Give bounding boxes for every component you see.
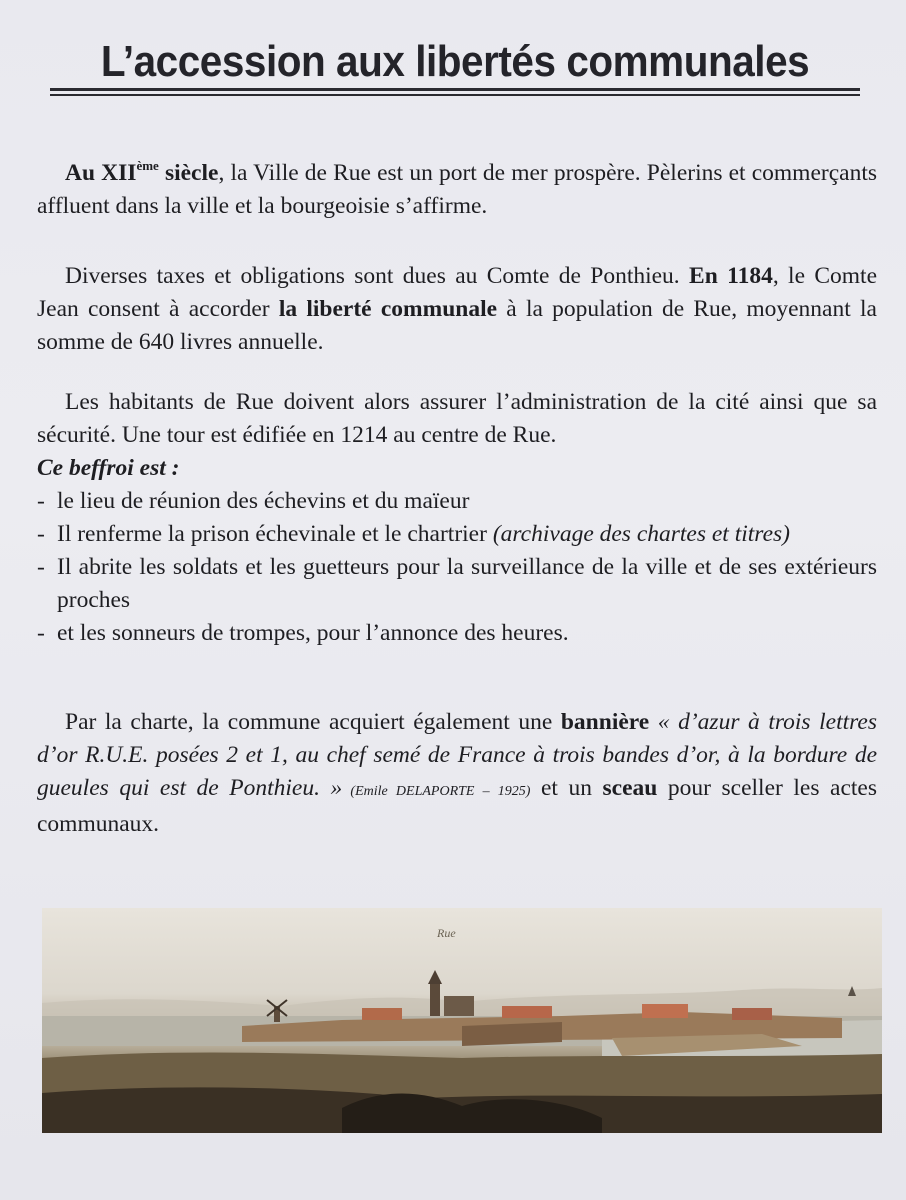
p1-century: Au XIIème siècle [65,158,219,186]
citation: (Emile DELAPORTE – 1925) [342,784,531,799]
sceau: sceau [602,775,658,801]
banniere: bannière [560,709,650,735]
liberte-communale: la liberté communale [278,296,498,322]
paragraph-1: Au XIIème siècle, la Ville de Rue est un port de mer prospère. Pèlerins et commerçants affluent dans la ville et la bourgeoisie s’affirme. [37,158,877,219]
title-block [50,36,860,96]
paragraph-4: Par la charte, la commune acquiert également une bannière « d’azur à trois lettres d’or R.U.E. posées 2 et 1, au chef semé de France à trois bandes d’or, à la bordure de gueules qui est de Ponthieu. » (Emile DELAPORTE – 1925) et un sceau pour sceller les actes communaux. [37,709,877,837]
beffroi-list [37,485,877,650]
list-item: - et les sonneurs de trompes, pour l’annonce des heures. [37,620,569,646]
paragraph-3: Les habitants de Rue doivent alors assurer l’administration de la cité ainsi que sa sécurité. Une tour est édifiée en 1214 au centre de Rue. Ce beffroi est : - le lieu de réunion des échevins et du maïeur - Il renferme la prison échevinale et le chartrier (archivage des chartes et titres) - Il abrite les soldats et les guetteurs pour la surveillance de la ville et de ses extérieurs proches - et les sonneurs de trompes, pour l’annonce des heures. [37,386,877,650]
paragraph-2: Diverses taxes et obligations sont dues au Comte de Ponthieu. En 1184, le Comte Jean consent à accorder la liberté communale à la population de Rue, moyennant la somme de 640 livres annuelle. [37,263,878,355]
year-1184: En 1184 [689,263,773,289]
blazon-quote: « d’azur à trois lettres d’or R.U.E. posées 2 et 1, au chef semé de France à trois bandes d’or, à la bordure de gueules qui est de Ponthieu. » [37,709,877,801]
list-item: - Il abrite les soldats et les guetteurs pour la surveillance de la ville et de ses extérieurs proches [37,554,877,613]
beffroi-heading: Ce beffroi est : [37,455,180,481]
title-underline [50,88,860,91]
list-item: - Il renferme la prison échevinale et le chartrier (archivage des chartes et titres) [37,521,790,547]
town-illustration [42,908,882,1133]
town-engraving [42,908,882,1133]
title-underline-double [50,94,860,96]
list-item: - le lieu de réunion des échevins et du maïeur [37,488,470,514]
page-title: L’accession aux libertés communales [100,37,810,86]
engraving-label: Rue [437,926,456,940]
